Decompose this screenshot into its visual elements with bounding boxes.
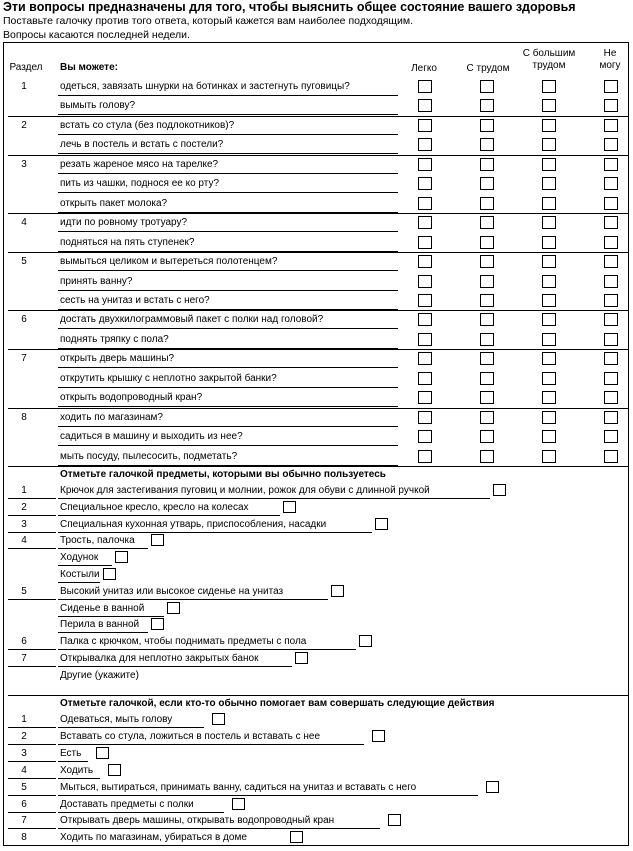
checkbox-cannot[interactable]: [604, 255, 618, 268]
checkbox-very-hard[interactable]: [542, 99, 556, 112]
aid-underline: [58, 548, 148, 549]
question-label: садиться в машину и выходить из нее?: [60, 431, 243, 443]
question-label: вымыться целиком и вытереться полотенцем?: [60, 256, 278, 268]
help-activity-underline: [58, 795, 478, 796]
number-underline: [8, 498, 56, 499]
checkbox-hard[interactable]: [480, 411, 494, 424]
checkbox-hard[interactable]: [480, 158, 494, 171]
question-label: открыть пакет молока?: [60, 197, 168, 209]
checkbox-cannot[interactable]: [604, 158, 618, 171]
number-underline: [8, 532, 56, 533]
aid-checkbox[interactable]: [167, 602, 180, 614]
aid-checkbox[interactable]: [359, 635, 372, 647]
number-underline: [8, 761, 56, 762]
checkbox-very-hard[interactable]: [542, 430, 556, 443]
help-activity-label: Ходить по магазинам, убираться в доме: [60, 832, 247, 844]
help-activity-label: Есть: [60, 747, 82, 759]
aid-checkbox[interactable]: [151, 618, 164, 630]
checkbox-cannot[interactable]: [604, 391, 618, 404]
help-checkbox[interactable]: [232, 798, 245, 810]
checkbox-easy[interactable]: [418, 294, 432, 307]
question-underline: [58, 134, 398, 135]
checkbox-cannot[interactable]: [604, 275, 618, 288]
help-activity-underline: [58, 812, 224, 813]
checkbox-easy[interactable]: [418, 236, 432, 249]
checkbox-hard[interactable]: [480, 216, 494, 229]
checkbox-easy[interactable]: [418, 119, 432, 132]
checkbox-hard[interactable]: [480, 236, 494, 249]
column-header-section: Раздел: [9, 62, 43, 73]
section-separator: [8, 155, 628, 156]
checkbox-very-hard[interactable]: [542, 294, 556, 307]
column-header-very-hard: С большим: [522, 48, 576, 59]
checkbox-hard[interactable]: [480, 119, 494, 132]
question-underline: [58, 95, 398, 96]
number-underline: [8, 515, 56, 516]
checkbox-cannot[interactable]: [604, 313, 618, 326]
checkbox-hard[interactable]: [480, 99, 494, 112]
section-number: 5: [21, 585, 27, 597]
checkbox-very-hard[interactable]: [542, 197, 556, 210]
number-underline: [8, 599, 56, 600]
checkbox-hard[interactable]: [480, 138, 494, 151]
column-header-cannot: Не: [603, 48, 617, 59]
section-number: 2: [21, 501, 27, 513]
question-underline: [58, 192, 398, 193]
column-header-easy: Легко: [411, 63, 437, 74]
question-label: открыть водопроводный кран?: [60, 392, 203, 404]
question-underline: [58, 445, 398, 446]
section-separator: [8, 213, 628, 214]
help-activity-underline: [58, 727, 204, 728]
checkbox-easy[interactable]: [418, 372, 432, 385]
checkbox-very-hard[interactable]: [542, 372, 556, 385]
section-number: 6: [21, 314, 27, 326]
checkbox-very-hard[interactable]: [542, 177, 556, 190]
checkbox-easy[interactable]: [418, 99, 432, 112]
checkbox-very-hard[interactable]: [542, 275, 556, 288]
aid-underline: [58, 599, 328, 600]
section-separator: [8, 408, 628, 409]
part3-heading: Отметьте галочкой, если кто-то обычно помогает вам совершать следующие действия: [60, 698, 495, 709]
checkbox-very-hard[interactable]: [542, 450, 556, 463]
checkbox-very-hard[interactable]: [542, 138, 556, 151]
checkbox-very-hard[interactable]: [542, 119, 556, 132]
section-number: 7: [21, 815, 27, 827]
aid-checkbox[interactable]: [283, 501, 296, 513]
part2-heading: Отметьте галочкой предметы, которыми вы обычно пользуетесь: [60, 469, 386, 480]
question-underline: [58, 290, 398, 291]
column-header-very-hard-2: трудом: [532, 60, 566, 71]
checkbox-cannot[interactable]: [604, 450, 618, 463]
help-activity-underline: [58, 845, 282, 846]
number-underline: [8, 666, 56, 667]
checkbox-hard[interactable]: [480, 255, 494, 268]
question-label: резать жареное мясо на тарелке?: [60, 158, 219, 170]
checkbox-cannot[interactable]: [604, 352, 618, 365]
aid-underline: [58, 616, 164, 617]
checkbox-very-hard[interactable]: [542, 255, 556, 268]
aid-checkbox[interactable]: [375, 518, 388, 530]
checkbox-cannot[interactable]: [604, 430, 618, 443]
section-number: 3: [21, 158, 27, 170]
help-checkbox[interactable]: [96, 747, 109, 759]
help-checkbox[interactable]: [108, 764, 121, 776]
checkbox-hard[interactable]: [480, 275, 494, 288]
question-label: достать двухкилограммовый пакет с полки над головой?: [60, 314, 324, 326]
column-header-question: Вы можете:: [60, 62, 118, 73]
checkbox-cannot[interactable]: [604, 177, 618, 190]
aid-underline: [58, 649, 356, 650]
checkbox-easy[interactable]: [418, 216, 432, 229]
section-number: 5: [21, 256, 27, 268]
section-number: 3: [21, 747, 27, 759]
checkbox-cannot[interactable]: [604, 236, 618, 249]
checkbox-very-hard[interactable]: [542, 216, 556, 229]
aid-label: Крючок для застегивания пуговиц и молнии, рожок для обуви с длинной ручкой: [60, 485, 430, 496]
checkbox-easy[interactable]: [418, 80, 432, 93]
section-number: 8: [21, 832, 27, 844]
aid-underline: [58, 532, 372, 533]
checkbox-easy[interactable]: [418, 352, 432, 365]
checkbox-easy[interactable]: [418, 430, 432, 443]
aid-checkbox[interactable]: [331, 585, 344, 597]
checkbox-cannot[interactable]: [604, 119, 618, 132]
aid-label: Костыли: [60, 569, 100, 580]
checkbox-easy[interactable]: [418, 333, 432, 346]
checkbox-hard[interactable]: [480, 313, 494, 326]
aid-checkbox[interactable]: [493, 484, 506, 496]
checkbox-hard[interactable]: [480, 80, 494, 93]
aid-label: Палка с крючком, чтобы поднимать предметы с пола: [60, 636, 307, 648]
checkbox-hard[interactable]: [480, 450, 494, 463]
aid-label: Высокий унитаз или высокое сиденье на унитаз: [60, 585, 284, 597]
section-separator: [8, 252, 628, 253]
aid-checkbox[interactable]: [115, 551, 128, 563]
aid-underline: [58, 666, 292, 667]
aid-checkbox[interactable]: [295, 652, 308, 664]
help-checkbox[interactable]: [372, 730, 385, 742]
help-checkbox[interactable]: [212, 713, 225, 725]
question-label: мыть посуду, пылесосить, подметать?: [60, 450, 238, 462]
help-activity-label: Доставать предметы с полки: [60, 798, 194, 810]
question-underline: [58, 328, 398, 329]
section-number: 8: [21, 411, 27, 423]
aid-underline: [58, 565, 112, 566]
question-label: принять ванну?: [60, 275, 133, 287]
section-number: 4: [21, 764, 27, 776]
question-underline: [58, 426, 398, 427]
checkbox-easy[interactable]: [418, 255, 432, 268]
section-number: 7: [21, 653, 27, 664]
question-label: встать со стула (без подлокотников)?: [60, 119, 235, 131]
checkbox-cannot[interactable]: [604, 216, 618, 229]
aid-underline: [58, 515, 280, 516]
number-underline: [8, 548, 56, 549]
part3-separator: [8, 695, 628, 696]
checkbox-very-hard[interactable]: [542, 158, 556, 171]
help-activity-underline: [58, 761, 88, 762]
checkbox-hard[interactable]: [480, 391, 494, 404]
question-underline: [58, 173, 398, 174]
help-checkbox[interactable]: [388, 814, 401, 826]
help-checkbox[interactable]: [486, 781, 499, 793]
section-number: 3: [21, 518, 27, 530]
number-underline: [8, 649, 56, 650]
column-header-hard: С трудом: [466, 63, 510, 74]
checkbox-hard[interactable]: [480, 352, 494, 365]
checkbox-very-hard[interactable]: [542, 411, 556, 424]
section-number: 6: [21, 636, 27, 648]
aid-underline: [58, 582, 100, 583]
number-underline: [8, 812, 56, 813]
number-underline: [8, 778, 56, 779]
checkbox-easy[interactable]: [418, 177, 432, 190]
aid-label: Перила в ванной: [60, 619, 140, 631]
part2-separator: [8, 466, 628, 467]
question-label: идти по ровному тротуару?: [60, 217, 188, 229]
checkbox-cannot[interactable]: [604, 294, 618, 307]
number-underline: [8, 727, 56, 728]
help-activity-label: Ходить: [60, 764, 94, 776]
checkbox-cannot[interactable]: [604, 99, 618, 112]
section-number: 1: [21, 485, 27, 496]
checkbox-hard[interactable]: [480, 294, 494, 307]
section-number: 6: [21, 798, 27, 810]
question-underline: [58, 231, 398, 232]
question-underline: [58, 270, 398, 271]
section-number: 4: [21, 217, 27, 229]
checkbox-hard[interactable]: [480, 372, 494, 385]
help-activity-label: Мыться, вытираться, принимать ванну, садиться на унитаз и вставать с него: [60, 781, 417, 793]
checkbox-cannot[interactable]: [604, 333, 618, 346]
checkbox-cannot[interactable]: [604, 197, 618, 210]
checkbox-easy[interactable]: [418, 138, 432, 151]
checkbox-very-hard[interactable]: [542, 80, 556, 93]
aid-other-label: Другие (укажите): [60, 669, 139, 681]
checkbox-very-hard[interactable]: [542, 333, 556, 346]
question-label: открыть дверь машины?: [60, 353, 175, 365]
checkbox-easy[interactable]: [418, 411, 432, 424]
help-checkbox[interactable]: [290, 831, 303, 843]
question-label: открутить крышку с неплотно закрытой банки?: [60, 372, 277, 384]
help-activity-label: Открывать дверь машины, открывать водопроводный кран: [60, 815, 335, 827]
checkbox-cannot[interactable]: [604, 411, 618, 424]
help-activity-label: Вставать со стула, ложиться в постель и вставать с нее: [60, 730, 321, 742]
checkbox-very-hard[interactable]: [542, 352, 556, 365]
aid-underline: [58, 632, 148, 633]
section-number: 5: [21, 781, 27, 793]
section-number: 1: [21, 714, 27, 725]
number-underline: [8, 828, 56, 829]
help-activity-underline: [58, 828, 380, 829]
section-separator: [8, 116, 628, 117]
column-header-cannot-2: могу: [599, 60, 621, 71]
checkbox-easy[interactable]: [418, 313, 432, 326]
aid-label: Специальная кухонная утварь, приспособления, насадки: [60, 518, 327, 530]
aid-label: Открывалка для неплотно закрытых банок: [60, 653, 259, 664]
question-underline: [58, 387, 398, 388]
checkbox-very-hard[interactable]: [542, 236, 556, 249]
number-underline: [8, 744, 56, 745]
section-number: 1: [21, 81, 27, 92]
checkbox-easy[interactable]: [418, 450, 432, 463]
checkbox-cannot[interactable]: [604, 138, 618, 151]
question-label: подняться на пять ступенек?: [60, 236, 195, 248]
checkbox-easy[interactable]: [418, 158, 432, 171]
form-instructions: Поставьте галочку против того ответа, который кажется вам наиболее подходящим.: [3, 15, 414, 27]
form-title: Эти вопросы предназначены для того, чтобы выяснить общее состояние вашего здоровья: [3, 0, 576, 14]
aid-label: Специальное кресло, кресло на колесах: [60, 501, 249, 513]
section-number: 4: [21, 535, 27, 547]
checkbox-hard[interactable]: [480, 430, 494, 443]
question-underline: [58, 367, 398, 368]
help-activity-underline: [58, 744, 364, 745]
checkbox-easy[interactable]: [418, 275, 432, 288]
form-timeframe-note: Вопросы касаются последней недели.: [3, 29, 190, 41]
checkbox-very-hard[interactable]: [542, 313, 556, 326]
help-activity-underline: [58, 778, 100, 779]
section-number: 2: [21, 730, 27, 742]
question-label: одеться, завязать шнурки на ботинках и застегнуть пуговицы?: [60, 81, 350, 92]
section-number: 7: [21, 353, 27, 365]
section-separator: [8, 349, 628, 350]
help-activity-label: Одеваться, мыть голову: [60, 714, 173, 725]
number-underline: [8, 845, 56, 846]
section-separator: [8, 310, 628, 311]
checkbox-very-hard[interactable]: [542, 391, 556, 404]
aid-checkbox[interactable]: [103, 568, 116, 580]
question-label: сесть на унитаз и встать с него?: [60, 294, 210, 306]
aid-label: Трость, палочка: [60, 535, 135, 547]
checkbox-cannot[interactable]: [604, 372, 618, 385]
question-label: вымыть голову?: [60, 100, 136, 112]
question-label: поднять тряпку с пола?: [60, 333, 169, 345]
checkbox-easy[interactable]: [418, 197, 432, 210]
section-number: 2: [21, 119, 27, 131]
checkbox-cannot[interactable]: [604, 80, 618, 93]
number-underline: [8, 795, 56, 796]
checkbox-hard[interactable]: [480, 177, 494, 190]
aid-checkbox[interactable]: [151, 534, 164, 546]
aid-label: Ходунок: [60, 552, 99, 564]
question-label: лечь в постель и встать с постели?: [60, 139, 224, 151]
checkbox-easy[interactable]: [418, 391, 432, 404]
question-label: ходить по магазинам?: [60, 411, 163, 423]
aid-underline: [58, 498, 490, 499]
aid-label: Сиденье в ванной: [60, 602, 145, 614]
question-label: пить из чашки, поднося ее ко рту?: [60, 178, 220, 190]
checkbox-hard[interactable]: [480, 197, 494, 210]
checkbox-hard[interactable]: [480, 333, 494, 346]
